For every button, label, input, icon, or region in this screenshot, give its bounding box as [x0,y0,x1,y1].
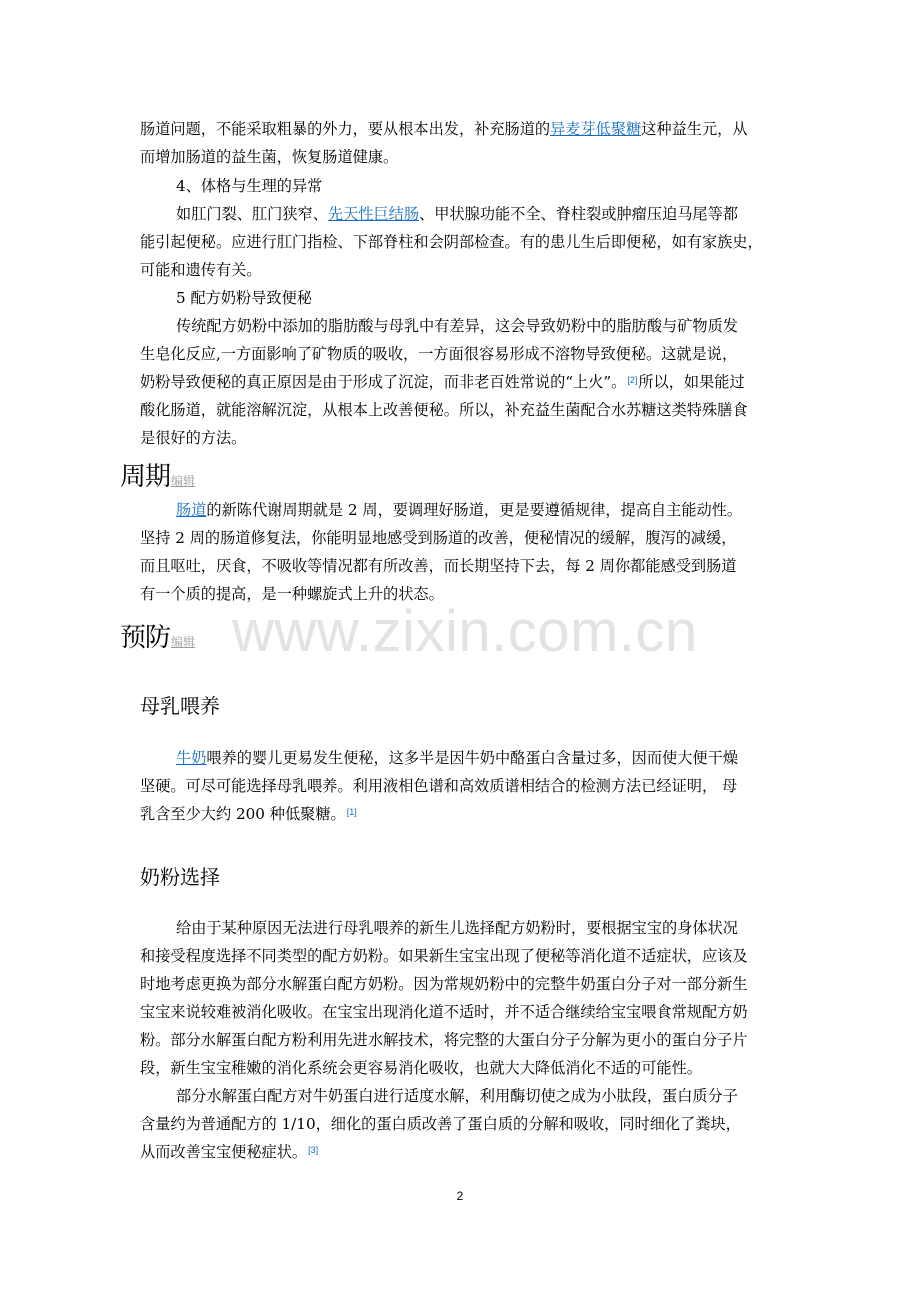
link-congenital-megacolon[interactable]: 先天性巨结肠 [327,205,419,223]
text-line: 时地考虑更换为部分水解蛋白配方奶粉。因为常规奶粉中的完整牛奶蛋白分子对一部分新生 [140,975,748,993]
paragraph-intestinal-intro [140,115,780,171]
item-4-title: 4、体格与生理的异常 [176,177,323,195]
text-line: 传统配方奶粉中添加的脂肪酸与母乳中有差异，这会导致奶粉中的脂肪酸与矿物质发 [176,317,738,335]
paragraph-cycle [140,496,780,608]
text-line: 而且呕吐，厌食，不吸收等情况都有所改善，而长期坚持下去，每 2 周你都能感受到肠道 [140,557,737,575]
text-line: 给由于某种原因无法进行母乳喂养的新生儿选择配方奶粉时，要根据宝宝的身体状况 [176,919,738,937]
subsection-heading-breastfeeding: 母乳喂养 [140,694,220,718]
text-line: 而增加肠道的益生菌，恢复肠道健康。 [140,148,399,166]
text-line: 奶粉导致便秘的真正原因是由于形成了沉淀，而非老百姓常说的“上火”。[2]所以，如果能过 [140,373,745,391]
page-number: 2 [456,1189,464,1203]
text-line: 如肛门裂、肛门狭窄、先天性巨结肠、甲状腺功能不全、脊柱裂或肿瘤压迫马尾等都 [176,205,738,223]
item-5-title: 5 配方奶粉导致便秘 [176,289,312,307]
text-line: 生皂化反应,一方面影响了矿物质的吸收，一方面很容易形成不溶物导致便秘。这就是说， [140,345,738,363]
text-line: 乳含至少大约 200 种低聚糖。[1] [140,805,357,823]
text-line: 是很好的方法。 [140,429,247,447]
paragraph-breastfeeding [140,744,780,828]
link-intestine[interactable]: 肠道 [176,501,207,519]
text-line: 和接受程度选择不同类型的配方奶粉。如果新生宝宝出现了便秘等消化道不适症状，应该及 [140,947,748,965]
text-line: 牛奶喂养的婴儿更易发生便秘，这多半是因牛奶中酪蛋白含量过多，因而使大便干燥 [176,749,738,767]
citation-ref-1[interactable]: [1] [346,807,357,817]
citation-ref-2[interactable]: [2] [627,375,638,385]
paragraph-formula-2 [140,1082,780,1166]
link-milk[interactable]: 牛奶 [176,749,207,767]
edit-link[interactable]: 编辑 [171,474,196,488]
watermark-text: www.zixin.com.cn [232,599,698,664]
paragraph-item-4 [140,200,780,284]
text-line: 含量约为普通配方的 1/10，细化的蛋白质改善了蛋白质的分解和吸收，同时细化了粪块， [140,1115,741,1133]
text-line: 肠道的新陈代谢周期就是 2 周，要调理好肠道，更是要遵循规律，提高自主能动性。 [176,501,743,519]
subsection-heading-formula: 奶粉选择 [140,865,220,889]
text-line: 酸化肠道，就能溶解沉淀，从根本上改善便秘。所以，补充益生菌配合水苏糖这类特殊膳食 [140,401,748,419]
text-line: 肠道问题，不能采取粗暴的外力，要从根本出发，补充肠道的异麦芽低聚糖这种益生元，从 [140,120,748,138]
text-line: 坚硬。可尽可能选择母乳喂养。利用液相色谱和高效质谱相结合的检测方法已经证明， 母 [140,777,738,795]
section-heading-prevention [120,617,195,654]
heading-text: 周期 [120,462,171,492]
text-line: 宝宝来说较难被消化吸收。在宝宝出现消化道不适时，并不适合继续给宝宝喂食常规配方奶 [140,1003,748,1021]
heading-text: 预防 [120,623,171,653]
text-line: 从而改善宝宝便秘症状。[3] [140,1143,319,1161]
text-line: 能引起便秘。应进行肛门指检、下部脊柱和会阴部检查。有的患儿生后即便秘，如有家族史， [140,233,763,251]
paragraph-item-5 [140,312,780,452]
section-heading-cycle [120,456,195,493]
citation-ref-3[interactable]: [3] [308,1145,319,1155]
text-line: 可能和遗传有关。 [140,261,262,279]
edit-link[interactable]: 编辑 [171,635,196,649]
text-line: 粉。部分水解蛋白配方粉利用先进水解技术，将完整的大蛋白分子分解为更小的蛋白分子片 [140,1031,748,1049]
text-line: 段，新生宝宝稚嫩的消化系统会更容易消化吸收，也就大大降低消化不适的可能性。 [140,1059,702,1077]
text-line: 部分水解蛋白配方对牛奶蛋白进行适度水解，利用酶切使之成为小肽段，蛋白质分子 [176,1087,738,1105]
link-isomalto-oligosaccharide[interactable]: 异麦芽低聚糖 [550,120,642,138]
text-line: 有一个质的提高，是一种螺旋式上升的状态。 [140,585,444,603]
paragraph-formula-1 [140,914,780,1082]
text-line: 坚持 2 周的肠道修复法，你能明显地感受到肠道的改善，便秘情况的缓解，腹泻的减缓， [140,529,737,547]
